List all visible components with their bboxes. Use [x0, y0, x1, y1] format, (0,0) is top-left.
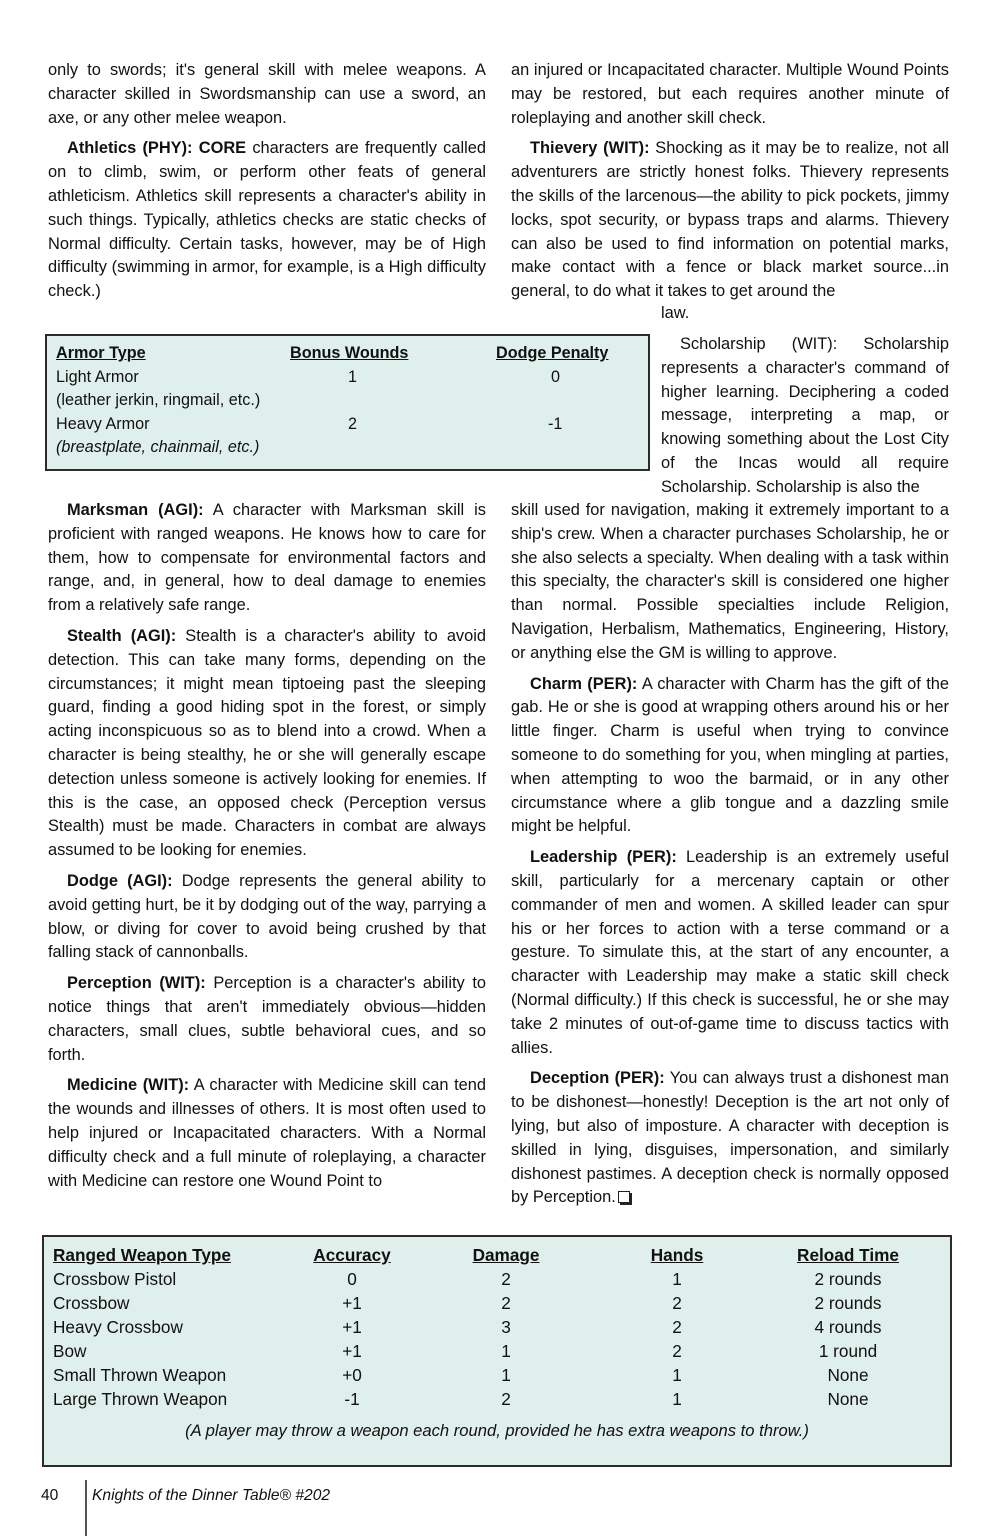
scholarship-heading: Scholarship (WIT):: [680, 335, 838, 353]
perception-heading: Perception (WIT):: [67, 974, 206, 993]
table-row: [53, 1291, 943, 1315]
ranged-header-accuracy: Accuracy: [313, 1245, 391, 1265]
weapon-reload: None: [827, 1389, 869, 1409]
thievery-last-word: law.: [661, 304, 690, 322]
armor-note: (leather jerkin, ringmail, etc.): [56, 391, 261, 410]
footer-divider: [85, 1480, 87, 1536]
ranged-header-hands: Hands: [650, 1245, 704, 1265]
scholarship-body-rest: skill used for navigation, making it extremely important to a ship's crew. When a character purchases Scholarship, he or she also selects a specialty. When dealing with a task within this specialty, the character's skill is considered one higher than normal. Possible specialties include Religion, Navigation, Herbalism, Mathematics, Engineering, History, or anything else the GM is willing to approve.: [511, 501, 949, 662]
weapon-accuracy: 0: [347, 1269, 357, 1289]
armor-wounds: 2: [348, 414, 358, 433]
stealth-body: Stealth is a character's ability to avoid detection. This can take many forms, depending on the circumstances; it might mean tiptoeing past the sleeping guard, finding a good hiding spot in the forest, or simply acting inconspicuous so as to blend into a crowd. When a character is being stealthy, he or she will generally escape detection unless someone is actively looking for enemies. If this is the case, an opposed check (Perception versus Stealth) must be made. Characters in combat are always assumed to be looking for enemies.: [48, 626, 486, 860]
athletics-paragraph: [48, 137, 486, 304]
table-row: [53, 1387, 943, 1411]
weapon-reload: 4 rounds: [814, 1317, 882, 1337]
ranged-table-header: [53, 1243, 943, 1267]
medicine-continuation: an injured or Incapacitated character. Multiple Wound Points may be restored, but each requires another minute of roleplaying and another skill check.: [511, 61, 949, 127]
weapon-accuracy: +1: [342, 1293, 362, 1313]
table-row: [53, 1315, 943, 1339]
armor-header-type: Armor Type: [56, 344, 146, 362]
weapon-hands: 2: [672, 1317, 682, 1337]
deception-heading: Deception (PER):: [530, 1069, 665, 1088]
marksman-heading: Marksman (AGI):: [67, 501, 204, 519]
weapon-damage: 2: [501, 1269, 511, 1289]
weapon-accuracy: -1: [344, 1389, 360, 1409]
armor-penalty: -1: [548, 414, 563, 433]
weapon-damage: 1: [501, 1365, 511, 1385]
medicine-body: A character with Medicine skill can tend the wounds and illnesses of others. It is most often used to help injured or Incapacitated characters. With a Normal difficulty check and a full minute of roleplaying, a character with Medicine can restore one Wound Point to: [48, 1076, 486, 1190]
thievery-paragraph: [511, 137, 949, 304]
right-column-bottom: [511, 499, 949, 1217]
weapon-hands: 2: [672, 1293, 682, 1313]
weapon-reload: 2 rounds: [814, 1293, 882, 1313]
weapon-damage: 2: [501, 1389, 511, 1409]
marksman-paragraph: [48, 499, 486, 618]
stealth-paragraph: [48, 625, 486, 863]
weapon-accuracy: +1: [342, 1341, 362, 1361]
armor-table-box: [45, 334, 650, 471]
dodge-paragraph: [48, 870, 486, 965]
armor-note: (breastplate, chainmail, etc.): [56, 438, 260, 457]
weapon-damage: 1: [501, 1341, 511, 1361]
scholarship-paragraph: [661, 333, 949, 500]
weapon-name: Crossbow: [53, 1293, 130, 1313]
weapon-name: Large Thrown Weapon: [53, 1389, 228, 1409]
ranged-table-note: (A player may throw a weapon each round, provided he has extra weapons to throw.): [185, 1421, 809, 1440]
weapon-accuracy: +1: [342, 1317, 362, 1337]
table-row: [53, 1339, 943, 1363]
weapon-hands: 1: [672, 1389, 682, 1409]
thievery-heading: Thievery (WIT):: [530, 139, 650, 158]
marksman-body: A character with Marksman skill is proficient with ranged weapons. He knows how to care for them, how to compensate for environmental factors and range, and, in general, how to deal damage to enemies from a relatively safe range.: [48, 501, 486, 615]
weapon-hands: 1: [672, 1365, 682, 1385]
leadership-body: Leadership is an extremely useful skill, particularly for a mercenary captain or other commander of men and women. A skilled leader can spur his or her forces to action with a terse command or a gesture. To simulate this, at the start of any encounter, a character with Leadership may make a static skill check (Normal difficulty.) If this check is successful, he or she may take 2 minutes of out-of-game time to discuss tactics with allies.: [511, 848, 949, 1057]
charm-paragraph: [511, 673, 949, 840]
medicine-heading: Medicine (WIT):: [67, 1076, 190, 1095]
armor-header-penalty: Dodge Penalty: [496, 344, 609, 362]
table-row: [53, 1267, 943, 1291]
athletics-body: characters are frequently called on to climb, swim, or perform other feats of general athleticism. Athletics skill represents a character's ability in such things. Typically, athletics checks are static checks of Normal difficulty. Certain tasks, however, may be of High difficulty (swimming in armor, for example, is a High difficulty check.): [48, 139, 486, 301]
swordsmanship-continuation: only to swords; it's general skill with melee weapons. A character skilled in Swordsmanship can use a sword, an axe, or any other melee weapon.: [48, 61, 486, 127]
left-column-bottom: [48, 499, 486, 1200]
weapon-hands: 1: [672, 1269, 682, 1289]
medicine-paragraph: [48, 1074, 486, 1193]
armor-type: Heavy Armor: [56, 414, 150, 433]
left-column-top: [48, 59, 486, 311]
ranged-header-damage: Damage: [472, 1245, 540, 1265]
table-row: [56, 413, 636, 437]
ranged-table-box: [42, 1235, 952, 1467]
deception-paragraph: [511, 1067, 949, 1210]
charm-body: A character with Charm has the gift of the gab. He or she is good at wrapping others around his or her little finger. Charm is useful when trying to convince someone to do something for you, when mingling at parties, when attempting to woo the barmaid, or in any other circumstance where a glib tongue and a dazzling smile might be helpful.: [511, 674, 949, 836]
armor-type: Light Armor: [56, 367, 139, 386]
armor-wounds: 1: [348, 367, 358, 386]
athletics-heading: Athletics (PHY): CORE: [67, 139, 247, 158]
weapon-name: Bow: [53, 1341, 87, 1361]
scholarship-body-wrap: Scholarship represents a character's command of higher learning. Deciphering a coded message, interpreting a map, or knowing something about the Lost City of the Incas would all require Scholarship. Scholarship is also the: [661, 335, 949, 496]
weapon-reload: 2 rounds: [814, 1269, 882, 1289]
weapon-accuracy: +0: [342, 1365, 362, 1385]
publication-title: Knights of the Dinner Table® #202: [92, 1487, 331, 1504]
perception-paragraph: [48, 972, 486, 1067]
table-row: [56, 436, 636, 460]
leadership-paragraph: [511, 846, 949, 1060]
weapon-name: Small Thrown Weapon: [53, 1365, 227, 1385]
end-mark-icon: [618, 1191, 630, 1203]
right-column-top: [511, 59, 949, 304]
dodge-body: Dodge represents the general ability to avoid getting hurt, be it by dodging out of the way, parrying a blow, or diving for cover to avoid being crushed by that falling stack of cannonballs.: [48, 871, 486, 962]
weapon-reload: None: [827, 1365, 869, 1385]
armor-table: [56, 342, 636, 460]
ranged-header-reload: Reload Time: [797, 1245, 899, 1265]
ranged-table: [53, 1243, 943, 1411]
weapon-damage: 2: [501, 1293, 511, 1313]
table-row: [53, 1363, 943, 1387]
table-row: [56, 389, 636, 413]
weapon-name: Heavy Crossbow: [53, 1317, 183, 1337]
armor-header-wounds: Bonus Wounds: [290, 344, 409, 362]
perception-body: Perception is a character's ability to notice things that aren't immediately obvious—hidden characters, small clues, subtle behavioral cues, and so forth.: [48, 974, 487, 1064]
deception-body: You can always trust a dishonest man to be dishonest—honestly! Deception is the art not only of lying, but also of imposture. A character with deception is skilled in lying, disguises, impersonation, and similarly dishonest pastimes. A deception check is normally opposed by Perception.: [511, 1069, 949, 1207]
weapon-hands: 2: [672, 1341, 682, 1361]
weapon-damage: 3: [501, 1317, 511, 1337]
weapon-reload: 1 round: [818, 1341, 878, 1361]
dodge-heading: Dodge (AGI):: [67, 871, 173, 890]
leadership-heading: Leadership (PER):: [530, 848, 677, 867]
weapon-name: Crossbow Pistol: [53, 1269, 177, 1289]
charm-heading: Charm (PER):: [530, 674, 638, 693]
table-row: [56, 366, 636, 390]
armor-table-header: [56, 342, 636, 366]
scholarship-wrap: [661, 333, 949, 500]
stealth-heading: Stealth (AGI):: [67, 626, 177, 645]
armor-penalty: 0: [551, 367, 561, 386]
ranged-header-type: Ranged Weapon Type: [53, 1245, 231, 1265]
thievery-body: Shocking as it may be to realize, not all adventurers are strictly honest folks. Thievery represents the skills of the larcenous—the ability to pick pockets, jimmy locks, spot security, or bypass traps and alarms. Thievery can also be used to find information on potential marks, make contact with a fence or black market source...in general, to do what it takes to get around the: [511, 139, 950, 301]
page-number: 40: [41, 1487, 59, 1504]
